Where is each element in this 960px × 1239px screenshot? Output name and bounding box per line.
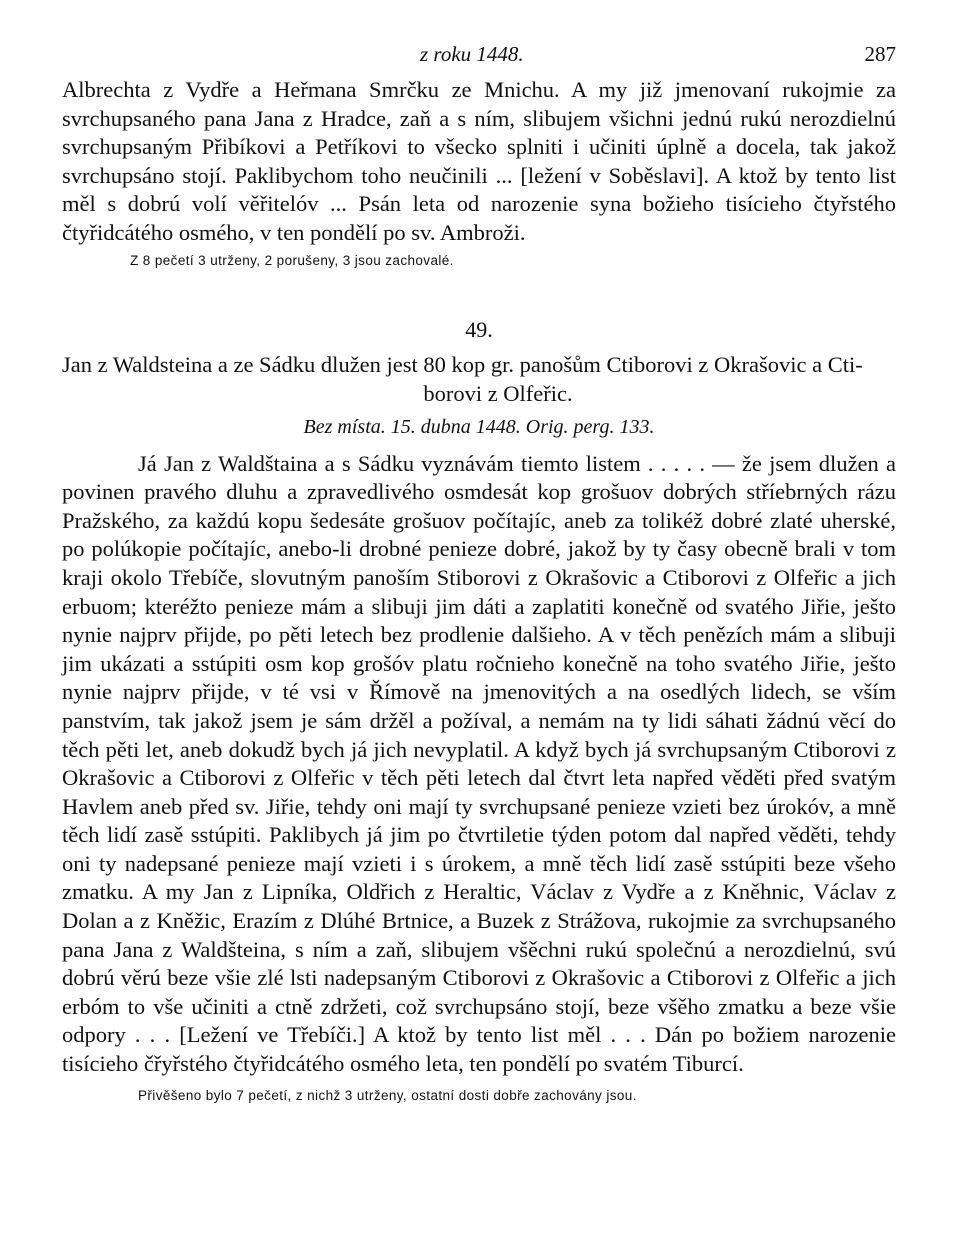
document-seal-note: Přivěšeno bylo 7 pečetí, z nichž 3 utrženy, ostatní dosti dobře zachovány jsou. [138, 1087, 637, 1103]
running-title: z roku 1448. [420, 42, 524, 66]
page-number: 287 [864, 42, 896, 66]
regest-line-2: borovi z Olfeřic. [423, 380, 573, 406]
document-regest [62, 350, 896, 408]
previous-seal-note: Z 8 pečetí 3 utrženy, 2 porušeny, 3 jsou zachovalé. [130, 252, 454, 268]
running-head [62, 42, 896, 76]
document-body: Já Jan z Waldštaina a s Sádku vyznávám tiemto listem . . . . . — že jsem dlužen a povinen pravého dluhu a zpravedlivého osmdesát kop grošuov dobrých stříebrných rázu Pražského, za každú kopu šedesáte grošuov počítajíc, aneb za tolikéž dobré zlaté uherské, po polúkopie počítajíc, anebo-li drobné penieze dobré, jakož by ty časy obecně brali v tom kraji okolo Třebíče, slovutným panoším Stiborovi z Okrašovic a Ctiborovi z Olfeřic a jich erbuom; kteréžto penieze mám a slibuji jim dáti a zaplatiti konečně od svatého Jiřie, ješto nynie najprv přijde, po pěti letech bez prodlenie dalšieho. A v těch penězích mám a slibuji jim ukázati a sstúpiti osm kop grošóv platu ročnieho konečně na toho svatého Jiřie, ješto nynie najprv přijde, v té vsi v Římově na jmenovitých a na osedlých lidech, se vším panstvím, tak jakož jsem je sám držěl a požíval, a nemám na ty lidi sáhati žádnú věcí do těch pěti let, aneb dokudž bych já jich nevyplatil. A když bych já svrchupsaným Ctiborovi z Okrašovic a Ctiborovi z Olfeřic v těch pěti letech dal čtvrt leta napřed věděti před svatým Havlem aneb před sv. Jiřie, tehdy oni mají ty svrchupsané penieze vzieti bez úrokóv, a mně těch lidí zasě sstúpiti. Paklibych já jim po čtvrtiletie týden potom dal napřed věděti, tehdy oni ty nadepsané penieze mají vzieti i s úrokem, a mně těch lidí zasě sstúpiti beze všeho zmatku. A my Jan z Lipníka, Oldřich z Heraltic, Václav z Vydře a z Kněhnic, Václav z Dolan a z Kněžic, Erazím z Dlúhé Brtnice, a Buzek z Strážova, rukojmie za svrchupsaného pana Jana z Waldšteina, s ním a zaň, slibujem všěchni rukú společnú a nerozdielnú, svú dobrú věrú beze všie zlé lsti nadepsaným Ctiborovi z Okrašovic a Ctiborovi z Olfeřic a jich erbóm to vše učiniti a ctně zdržeti, což svrchupsáno stojí, beze všěho zmatku a beze všie odpory . . . [Ležení ve Třebíči.] A ktož by tento list měl . . . Dán po božiem narozenie tisícieho čřyřstého čtyřidcátého osmého leta, ten pondělí po svatém Tiburcí. [62, 450, 896, 1077]
book-page [62, 42, 896, 1105]
document-meta: Bez místa. 15. dubna 1448. Orig. perg. 133. [303, 415, 655, 438]
previous-document-text: Albrechta z Vydře a Heřmana Smrčku ze Mnichu. A my již jmenovaní rukojmie za svrchupsaného pana Jana z Hradce, zaň a s ním, slibujem všichni jednú rukú nerozdielnú svrchupsaným Přibíkovi a Petříkovi to všecko splniti i učiniti úplně a docela, tak jakož svrchupsáno stojí. Paklibychom toho neučinili ... [ležení v Soběslavi]. A ktož by tento list měl s dobrú volí věřitelóv ... Psán leta od narozenie syna božieho tisícieho čtyřstého čtyřidcátého osmého, v ten pondělí po sv. Ambroži. [62, 77, 896, 245]
document-number: 49. [465, 316, 493, 342]
regest-line-1: Jan z Waldsteina a ze Sádku dlužen jest 80 kop gr. panošům Ctiborovi z Okrašovic a Cti- [62, 351, 863, 377]
